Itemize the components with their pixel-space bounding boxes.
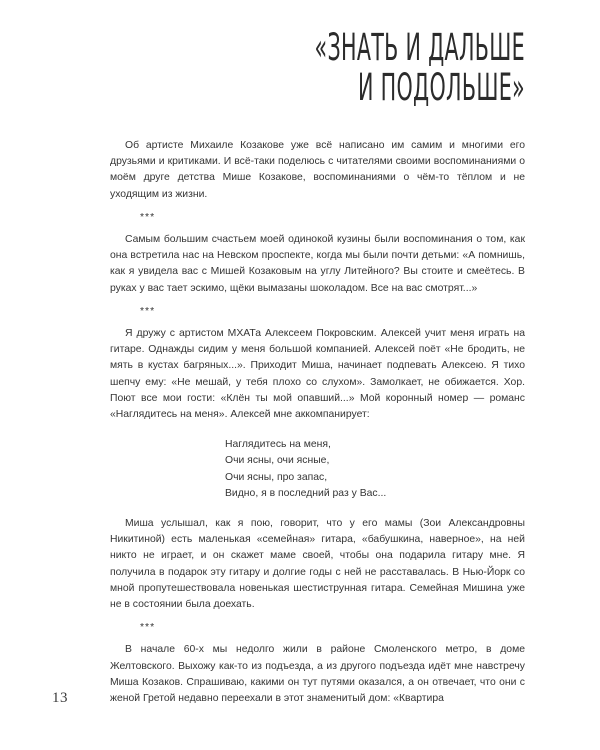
page-title-line-2: И ПОДОЛЬШЕ» — [358, 66, 525, 109]
section-separator-glyph: *** — [140, 211, 156, 223]
page-title — [110, 28, 525, 108]
section-separator — [110, 613, 525, 642]
section-separator — [110, 297, 525, 326]
verse-line: Видно, я в последний раз у Вас... — [225, 487, 387, 499]
section-separator-glyph: *** — [140, 305, 156, 317]
section-separator — [110, 203, 525, 232]
verse-line: Очи ясны, очи ясные, — [225, 455, 330, 467]
paragraph: Самым большим счастьем моей одинокой кузины были воспоминания о том, как она встретила нас на Невском проспекте, когда мы были почти детьми: «А помнишь, как я увидела вас с Мишей Козаковым на углу Литейного? Вы стоите и смеётесь. В руках у вас тает эскимо, щёки вымазаны шоколадом. Все на вас смотрят...» — [110, 234, 525, 294]
paragraph: В начале 60-х мы недолго жили в районе Смоленского метро, в доме Желтовского. Выхожу как-то из подъезда, а из другого подъезда идёт мне навстречу Миша Козаков. Спрашиваю, какими он тут путями оказался, а он отвечает, что они с женой Гретой недавно переехали в этот знаменитый дом: «Квартира — [110, 644, 525, 705]
section-separator-glyph: *** — [140, 622, 156, 634]
verse-line: Очи ясны, про запас, — [225, 471, 328, 483]
paragraph: Миша услышал, как я пою, говорит, что у его мамы (Зои Александровны Никитиной) есть маленькая «семейная» гитара, «бабушкина, наверное», на ней никто не играет, и он скажет маме своей, чтобы она подарила гитару мне. Я получила в подарок эту гитару и долгие годы с ней не расставалась. В Нью-Йорк со мной пропутешествовала новенькая шестиструнная гитара. Семейная Мишина уже не в состоянии была доехать. — [110, 518, 525, 611]
page-title-line-1: «ЗНАТЬ И ДАЛЬШЕ — [314, 26, 525, 69]
paragraph: Я дружу с артистом МХАТа Алексеем Покровским. Алексей учит меня играть на гитаре. Однажды сидим у меня большой компанией. Алексей поёт «Не бродить, не мять в кустах багряных...». Приходит Миша, начинает подпевать Алексею. Я тихо шепчу ему: «Не мешай, у тебя плохо со слухом». Замолкает, не обижается. Хор. Поют все мои гости: «Клён ты мой опавший...» Мой коронный номер — романс «Наглядитесь на меня». Алексей мне аккомпанирует: — [110, 328, 525, 421]
paragraph: Об артисте Михаиле Козакове уже всё написано им самим и многими его друзьями и критиками. И всё-таки поделюсь с читателями своими воспоминаниями о моём друге детства Мише Козакове, воспоминаниями о чём-то тёплом и не уходящим из жизни. — [110, 140, 525, 200]
body-text-column — [110, 138, 525, 707]
verse-block — [110, 437, 525, 502]
verse-line: Наглядитесь на меня, — [225, 439, 331, 451]
page-number: 13 — [52, 690, 68, 706]
